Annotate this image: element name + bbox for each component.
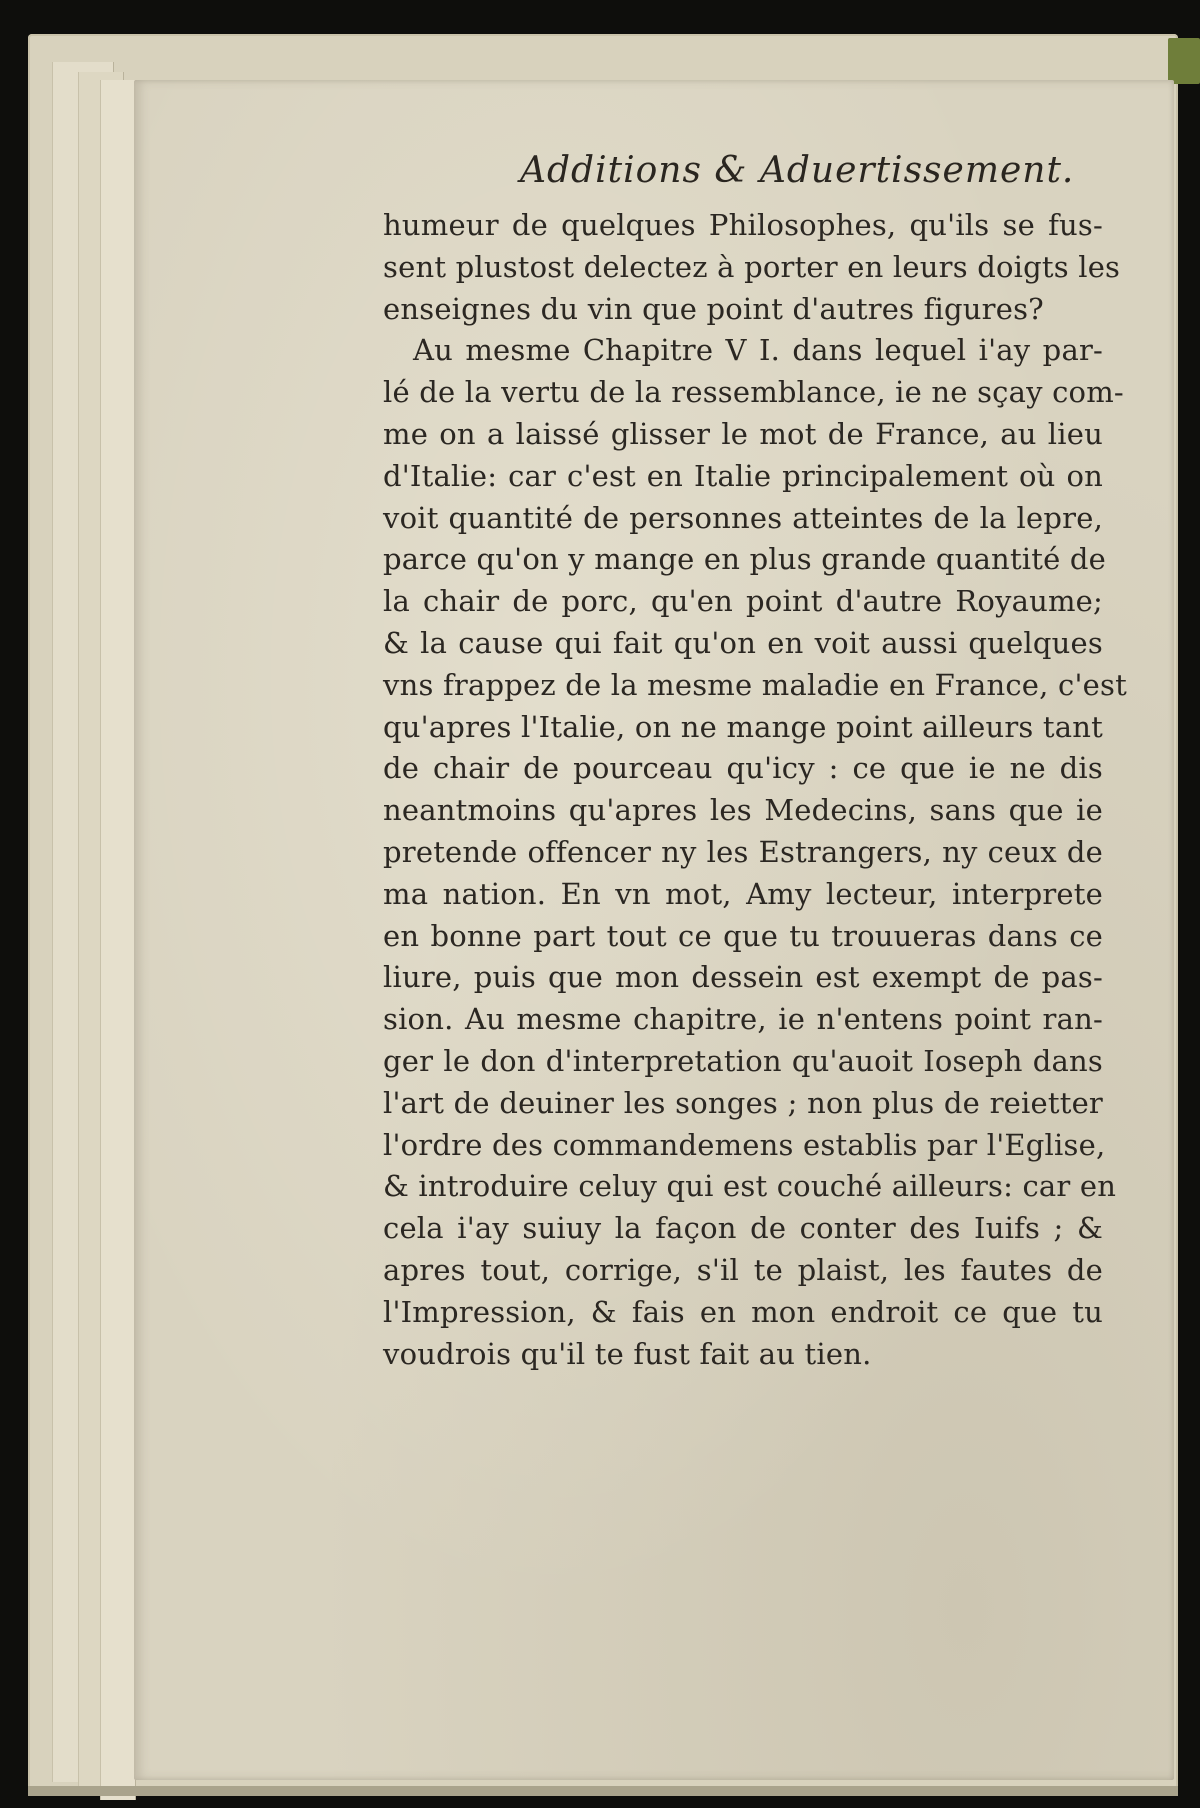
text-line: en bonne part tout ce que tu trouueras dans ce <box>383 918 1103 953</box>
text-line: lé de la vertu de la ressemblance, ie ne sçay com- <box>383 375 1124 410</box>
text-line: ma nation. En vn mot, Amy lecteur, interprete <box>383 876 1103 911</box>
text-line: neantmoins qu'apres les Medecins, sans que ie <box>383 793 1103 828</box>
text-line: humeur de quelques Philosophes, qu'ils se fus- <box>383 208 1103 242</box>
text-line: de chair de pourceau qu'icy : ce que ie ne dis <box>383 751 1103 786</box>
text-line: enseignes du vin que point d'autres figures? <box>383 291 1044 326</box>
color-tab <box>1168 38 1200 84</box>
text-line: voudrois qu'il te fust fait au tien. <box>383 1336 872 1371</box>
text-line: pretende offencer ny les Estrangers, ny ceux de <box>383 834 1103 869</box>
text-line: l'art de deuiner les songes ; non plus de reietter <box>383 1085 1103 1120</box>
text-line: & introduire celuy qui est couché ailleurs: car en <box>383 1169 1117 1204</box>
text-line: sion. Au mesme chapitre, ie n'entens point ran- <box>383 1002 1103 1037</box>
text-line: apres tout, corrige, s'il te plaist, les fautes de <box>383 1252 1103 1287</box>
text-line: liure, puis que mon dessein est exempt de pas- <box>383 960 1103 995</box>
text-line: l'ordre des commandemens establis par l'Eglise, <box>383 1127 1106 1162</box>
body-text <box>383 205 1127 1375</box>
text-line: ger le don d'interpretation qu'auoit Ioseph dans <box>383 1043 1103 1078</box>
text-line: parce qu'on y mange en plus grande quantité de <box>383 542 1107 577</box>
text-line: me on a laissé glisser le mot de France, au lieu <box>383 416 1103 451</box>
text-line: Au mesme Chapitre V I. dans lequel i'ay par- <box>413 333 1103 368</box>
text-line: sent plustost delectez à porter en leurs doigts les <box>383 249 1121 284</box>
text-line: l'Impression, & fais en mon endroit ce que tu <box>383 1294 1103 1329</box>
text-line: cela i'ay suiuy la façon de conter des Iuifs ; & <box>383 1211 1103 1246</box>
book-bottom-edge <box>28 1786 1178 1796</box>
text-line: qu'apres l'Italie, on ne mange point ailleurs tant <box>383 709 1103 744</box>
text-line: d'Italie: car c'est en Italie principalement où on <box>383 458 1103 493</box>
text-line: voit quantité de personnes atteintes de la lepre, <box>383 500 1103 535</box>
page-edge <box>100 80 136 1800</box>
text-line: vns frappez de la mesme maladie en France, c'est <box>383 667 1127 702</box>
text-line: la chair de porc, qu'en point d'autre Royaume; <box>383 584 1103 619</box>
text-line: & la cause qui fait qu'on en voit aussi quelques <box>383 625 1103 660</box>
running-head: Additions & Aduertissement. <box>520 150 1075 191</box>
